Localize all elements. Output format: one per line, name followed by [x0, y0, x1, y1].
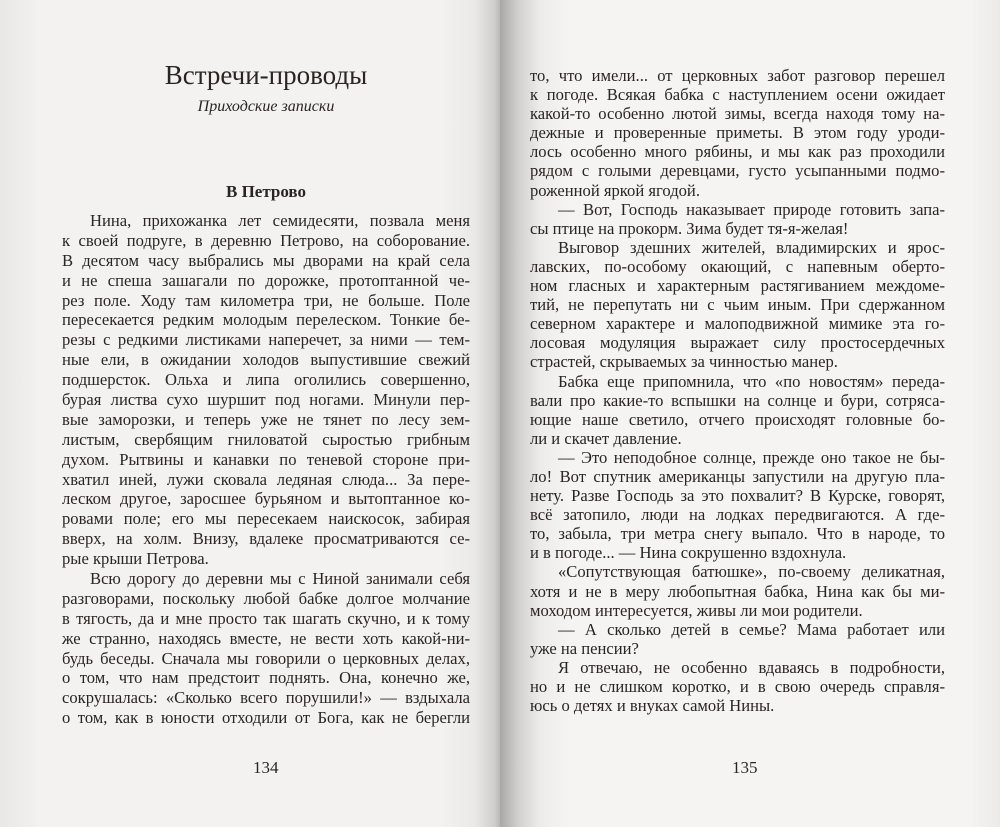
text-line: бурая листва сухо шуршит под ногами. Минули пер-: [62, 390, 470, 410]
text-line: всё затопило, люди на лодках передвигаются. А где-: [530, 505, 945, 525]
text-line: В десятом часу выбрались мы дворами на край села: [62, 250, 470, 270]
text-line: Я отвечаю, не особенно вдаваясь в подробности,: [558, 657, 945, 677]
right-page: [500, 0, 1000, 827]
text-line: к погоде. Всякая бабка с наступлением осени ожидает: [530, 85, 945, 105]
text-line: ли и скачет давление.: [530, 428, 682, 448]
text-line: — Вот, Господь наказывает природе готовить запа-: [558, 199, 945, 219]
text-line: сокрушалась: «Сколько всего порушили!» — вздыхала: [62, 688, 470, 708]
text-line: рые крыши Петрова.: [62, 549, 209, 569]
text-line: лось особенно много рябины, и мы как раз проходили: [530, 142, 945, 162]
text-line: ровами поле; его мы пересекаем наискосок, забирая: [62, 509, 470, 529]
right-page-body: [530, 66, 945, 715]
text-line: разговорами, поскольку любой бабке долгое молчание: [62, 588, 470, 608]
chapter-title: Встречи-проводы: [164, 60, 368, 90]
text-line: хватил иней, лужи сковала ледяная слюда... За пере-: [62, 469, 470, 489]
text-line: вали про какие-то вспышки на солнце и бури, сотряса-: [530, 390, 945, 410]
text-line: роженной яркой ягодой.: [530, 180, 700, 200]
text-line: рядом с голыми деревцами, густо усыпанными подмо-: [530, 161, 945, 181]
text-line: тий, не перепутать ни с чьим иным. При сдержанном: [530, 295, 945, 315]
text-line: Нина, прихожанка лет семидесяти, позвала меня: [90, 211, 470, 230]
text-line: подшерсток. Ольха и липа оголились совершенно,: [62, 370, 470, 390]
text-line: но и не слишком коротко, и в свою очередь справля-: [530, 677, 945, 696]
text-line: листым, свербящим гниловатой сыростью грибным: [62, 429, 470, 449]
page-number-right: 135: [732, 758, 758, 777]
text-line: ные ели, в ожидании холодов выпустившие свежий: [62, 350, 470, 370]
text-line: вверх, на холм. Внизу, вдалеке просматриваются се-: [62, 529, 470, 549]
text-line: пересекается редким молодым перелеском. Тонкие бе-: [62, 310, 470, 330]
text-line: же странно, находясь вместе, не вести хоть какой-ни-: [62, 628, 470, 648]
text-line: и не спеша зашагали по дорожке, протоптанной че-: [62, 270, 470, 290]
text-line: о том, как в юности отходили от Бога, как не берегли: [62, 708, 470, 728]
text-line: «Сопутствующая батюшке», по-своему деликатная,: [558, 562, 945, 582]
text-line: ющие наше светило, отчего происходят головные бо-: [530, 409, 945, 429]
text-line: северном характере и малоподвижной мимике эта го-: [530, 314, 945, 334]
text-line: будь беседы. Сначала мы говорили о церковных делах,: [62, 648, 470, 668]
text-line: ном гласных и характерным растягиванием междоме-: [530, 276, 945, 296]
text-line: о том, что нам предстоит поднять. Она, конечно же,: [62, 668, 470, 688]
text-line: хотя и не в меру любопытная бабка, Нина как бы ми-: [530, 581, 945, 601]
text-line: сы птице на прокорм. Зима будет тя-я-желая!: [530, 218, 849, 238]
text-line: духом. Рытвины и канавки по теневой стороне при-: [62, 449, 470, 469]
text-line: — Это неподобное солнце, прежде оно такое не бы-: [558, 447, 945, 467]
text-line: Всю дорогу до деревни мы с Ниной занимали себя: [90, 569, 470, 589]
text-line: то, забыла, три метра снегу выпало. Что в народе, то: [530, 524, 945, 544]
chapter-subtitle: Приходские записки: [197, 98, 335, 115]
text-line: — А сколько детей в семье? Мама работает или: [558, 619, 945, 639]
text-line: к своей подруге, в деревню Петрово, на соборование.: [62, 230, 470, 250]
text-line: моходом интересуется, живы ли мои родители.: [530, 600, 863, 620]
text-line: нету. Разве Господь за это похвалит? В Курске, говорят,: [530, 486, 945, 506]
page-number-left: 134: [253, 758, 279, 777]
text-line: в тягость, да и мне просто так шагать скучно, и к тому: [62, 608, 470, 628]
text-line: какой-то особенно лютой зимы, всегда находя тому на-: [530, 104, 945, 124]
text-line: лавских, по-особому окающий, с напевным оберто-: [530, 256, 945, 276]
text-line: рез поле. Ходу там километра три, не больше. Поле: [62, 290, 470, 310]
text-line: и в погоде... — Нина сокрушенно вздохнула.: [530, 543, 847, 563]
text-line: Бабка еще припомнила, что «по новостям» переда-: [558, 371, 945, 391]
text-line: уже на пенсии?: [530, 638, 639, 658]
text-line: дежные и проверенные приметы. В этом году уроди-: [530, 123, 945, 143]
text-line: леском другое, заросшее бурьяном и вытоптанное ко-: [62, 489, 470, 509]
text-line: то, что имели... от церковных забот разговор перешел: [530, 66, 945, 85]
text-line: юсь о детях и внуках самой Нины.: [530, 696, 775, 716]
text-line: ло! Вот спутник американцы запустили на другую пла-: [530, 466, 945, 486]
text-line: лосовая модуляция выражает силу простосердечных: [530, 333, 945, 353]
left-page-body: [62, 211, 470, 728]
text-line: Выговор здешних жителей, владимирских и ярос-: [558, 237, 945, 257]
section-heading: В Петрово: [225, 182, 306, 201]
text-line: вые заморозки, и теперь уже не тянет по лесу зем-: [62, 409, 470, 429]
text-line: страстей, скрываемых за чинностью манер.: [530, 352, 838, 372]
text-line: резы с редкими листиками наперечет, за ними — тем-: [62, 330, 470, 350]
